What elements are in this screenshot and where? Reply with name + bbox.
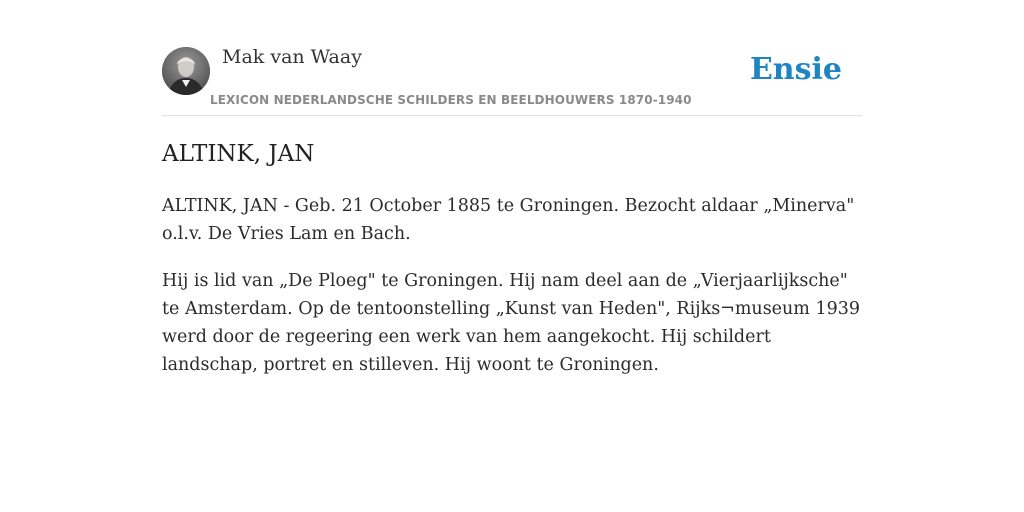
article-body xyxy=(162,192,862,398)
author-avatar[interactable] xyxy=(162,47,210,95)
article-title: ALTINK, JAN xyxy=(162,141,315,167)
brand-logo[interactable]: Ensie xyxy=(749,52,842,87)
article-paragraph: ALTINK, JAN - Geb. 21 October 1885 te Groningen. Bezocht aldaar „Minerva" o.l.v. De Vries Lam en Bach. xyxy=(162,196,855,244)
source-title[interactable]: LEXICON NEDERLANDSCHE SCHILDERS EN BEELDHOUWERS 1870-1940 xyxy=(210,93,692,107)
page xyxy=(162,0,862,375)
portrait-image xyxy=(162,47,210,95)
author-name[interactable]: Mak van Waay xyxy=(222,46,362,68)
article-paragraph: Hij is lid van „De Ploeg" te Groningen. Hij nam deel aan de „Vierjaarlijksche" te Amsterdam. Op de tentoonstelling „Kunst van Heden", Rijks¬museum 1939 werd door de regeering een werk van hem aangekocht. Hij schildert landschap, portret en stilleven. Hij woont te Groningen. xyxy=(162,271,861,375)
header xyxy=(162,0,862,116)
